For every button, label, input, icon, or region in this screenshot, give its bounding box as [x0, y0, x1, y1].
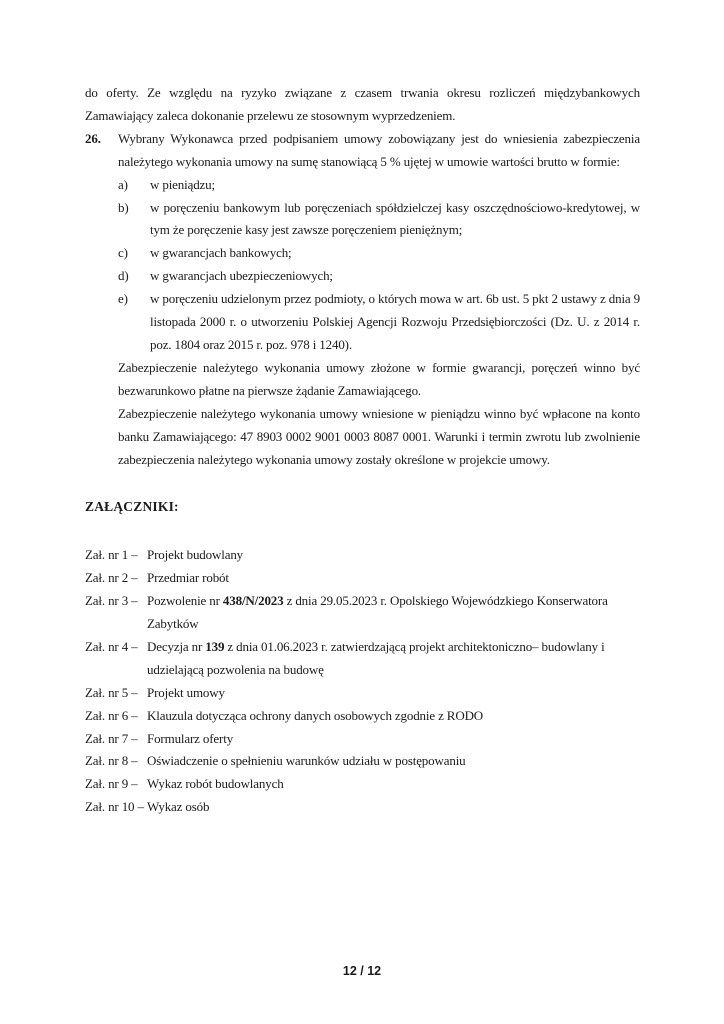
- subitem-letter: c): [118, 245, 128, 261]
- item-body: [118, 128, 640, 472]
- attachment-label: Zał. nr 6 –: [85, 707, 138, 723]
- attachment-row-8: [85, 750, 640, 773]
- attachment-row-1: [85, 544, 640, 567]
- subitem-a: [118, 174, 640, 197]
- attachment-text: Przedmiar robót: [147, 570, 229, 586]
- attachment-text: Oświadczenie o spełnieniu warunków udziału w postępowaniu: [147, 753, 466, 769]
- account-paragraph: Zabezpieczenie należytego wykonania umowy wniesione w pieniądzu winno być wpłacone na konto banku Zamawiającego: 47 8903 0002 9001 0003 8087 0001. Warunki i termin zwrotu lub zwolnienie zabezpieczenia należytego wykonania umowy zostały określone w projekcie umowy.: [118, 405, 640, 467]
- item-26-text: Wybrany Wykonawca przed podpisaniem umowy zobowiązany jest do wniesienia zabezpieczenia należytego wykonania umowy na sumę stanowiącą 5 % ujętej w umowie wartości brutto w formie:: [118, 130, 640, 169]
- attachment-text: Decyzja nr 139 z dnia 01.06.2023 r. zatwierdzającą projekt architektoniczno– budowlany i udzielającą pozwolenia na budowę: [147, 638, 605, 677]
- subitem-text: w poręczeniu bankowym lub poręczeniach spółdzielczej kasy oszczędnościowo-kredytowej, w tym że poręczenie kasy jest zawsze poręczeniem pieniężnym;: [150, 199, 640, 238]
- numbered-item-26: [85, 128, 640, 472]
- attachment-label: Zał. nr 10 –: [85, 799, 144, 815]
- attachment-text: Klauzula dotycząca ochrony danych osobowych zgodnie z RODO: [147, 707, 484, 723]
- subitem-e: [118, 288, 640, 357]
- attachment-text: Formularz oferty: [147, 730, 234, 746]
- attachment-label: Zał. nr 3 –: [85, 593, 138, 609]
- subitem-letter: d): [118, 268, 129, 284]
- attachment-label: Zał. nr 2 –: [85, 570, 138, 586]
- attachment-text: Projekt umowy: [147, 684, 225, 700]
- page-number: 12 / 12: [342, 964, 382, 978]
- attachment-row-2: [85, 567, 640, 590]
- attachments-heading: ZAŁĄCZNIKI:: [85, 499, 179, 515]
- subitem-text: w poręczeniu udzielonym przez podmioty, o których mowa w art. 6b ust. 5 pkt 2 ustawy z dnia 9 listopada 2000 r. o utworzeniu Polskiej Agencji Rozwoju Przedsiębiorczości (Dz. U. z 2014 r. poz. 1804 oraz 2015 r. poz. 978 i 1240).: [150, 291, 640, 352]
- attachment-text: Pozwolenie nr 438/N/2023 z dnia 29.05.2023 r. Opolskiego Wojewódzkiego Konserwatora Zabytków: [147, 593, 608, 632]
- intro-paragraph: do oferty. Ze względu na ryzyko związane z czasem trwania okresu rozliczeń międzybankowych Zamawiający zaleca dokonanie przelewu ze stosownym wyprzedzeniem.: [85, 85, 640, 123]
- attachment-label: Zał. nr 1 –: [85, 547, 138, 563]
- document-content: [85, 82, 640, 819]
- attachments-list: [85, 544, 640, 819]
- item-number: 26.: [85, 130, 101, 146]
- attachment-row-6: [85, 705, 640, 728]
- subitem-text: w gwarancjach ubezpieczeniowych;: [150, 268, 333, 284]
- subitem-b: [118, 197, 640, 243]
- attachment-label: Zał. nr 5 –: [85, 684, 138, 700]
- attachment-label: Zał. nr 4 –: [85, 638, 138, 654]
- attachment-row-5: [85, 682, 640, 705]
- attachment-row-3: [85, 590, 640, 636]
- subitem-c: [118, 242, 640, 265]
- attachment-row-10: [85, 796, 640, 819]
- subitem-text: w gwarancjach bankowych;: [150, 245, 292, 261]
- subitem-letter: b): [118, 199, 129, 215]
- attachment-text: Wykaz robót budowlanych: [147, 776, 284, 792]
- attachment-row-4: [85, 636, 640, 682]
- attachment-row-9: [85, 773, 640, 796]
- attachment-text: Wykaz osób: [147, 799, 210, 815]
- subitem-d: [118, 265, 640, 288]
- attachment-row-7: [85, 728, 640, 751]
- subitem-text: w pieniądzu;: [150, 176, 215, 192]
- attachment-label: Zał. nr 7 –: [85, 730, 138, 746]
- subitem-letter: e): [118, 291, 128, 307]
- attachment-text: Projekt budowlany: [147, 547, 244, 563]
- subitem-letter: a): [118, 176, 128, 192]
- attachment-label: Zał. nr 8 –: [85, 753, 138, 769]
- guarantee-paragraph: Zabezpieczenie należytego wykonania umowy złożone w formie gwarancji, poręczeń winno być bezwarunkowo płatne na pierwsze żądanie Zamawiającego.: [118, 359, 640, 398]
- attachment-label: Zał. nr 9 –: [85, 776, 138, 792]
